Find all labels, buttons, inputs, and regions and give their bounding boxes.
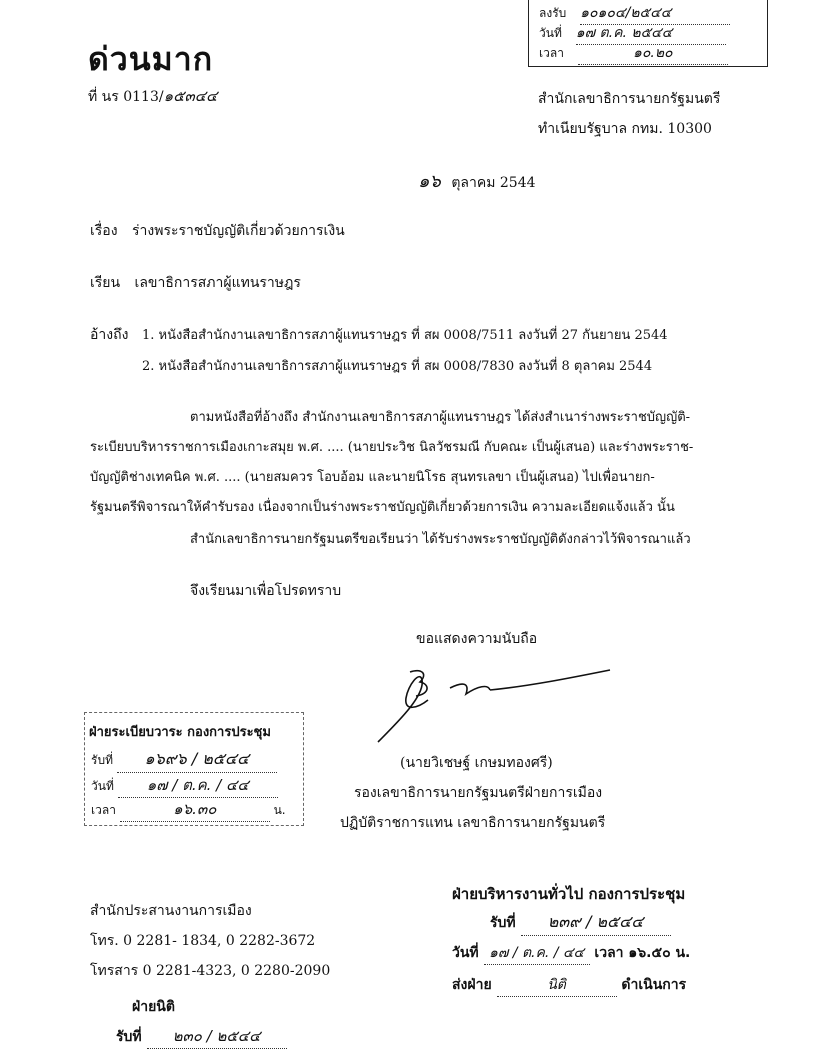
- salutation: ขอแสดงความนับถือ: [416, 631, 538, 647]
- stamp-value: ๑๐.๒๐: [578, 42, 728, 65]
- stamp-value: ๑๐๑๐๔/๒๕๔๔: [580, 2, 730, 25]
- stamp-suffix: เวลา ๑๖.๕๐ น.: [594, 945, 691, 961]
- stamp-line: [91, 747, 277, 773]
- addressee-text: เลขาธิการสภาผู้แทนราษฎร: [134, 275, 301, 291]
- stamp-suffix: ดำเนินการ: [621, 977, 687, 993]
- receipt-stamp-top: [528, 0, 768, 67]
- stamp-label: วันที่: [539, 26, 562, 40]
- stamp-label: เวลา: [91, 803, 116, 817]
- reference-item: 1. หนังสือสำนักงานเลขาธิการสภาผู้แทนราษฎร ที่ สผ 0008/7511 ลงวันที่ 27 กันยายน 2544: [142, 328, 668, 343]
- signer-title: รองเลขาธิการนายกรัฐมนตรีฝ่ายการเมือง: [354, 785, 603, 801]
- stamp-label: ลงรับ: [539, 6, 567, 20]
- signature: [370, 660, 620, 750]
- stamp-header: ฝ่ายระเบียบวาระ กองการประชุม: [89, 725, 271, 740]
- subject-text: ร่างพระราชบัญญัติเกี่ยวด้วยการเงิน: [132, 223, 345, 239]
- body-line: รัฐมนตรีพิจารณาให้คำรับรอง เนื่องจากเป็นร่างพระราชบัญญัติเกี่ยวด้วยการเงิน ความละเอียดแจ้งแล้ว นั้น: [90, 500, 675, 515]
- signer-acting: ปฏิบัติราชการแทน เลขาธิการนายกรัฐมนตรี: [340, 815, 606, 831]
- stamp-value: ๑๗ / ต.ค. / ๔๔: [484, 942, 590, 965]
- stamp-value: นิติ: [497, 974, 617, 997]
- date-day: ๑๖: [418, 171, 441, 192]
- subject-line: [90, 220, 345, 242]
- body-line: ระเบียบบริหารราชการเมืองเกาะสมุย พ.ศ. .... (นายประวิช นิลวัชรมณี กับคณะ เป็นผู้เสนอ) และร่างพระราช-: [90, 440, 694, 455]
- stamp-line: [452, 942, 690, 965]
- contact-tel: โทร. 0 2281- 1834, 0 2282-3672: [90, 933, 316, 949]
- stamp-line: [116, 1024, 287, 1049]
- legal-receipt-stamp: [112, 994, 312, 1057]
- reference-number: ๑๕๓๔๔: [163, 87, 218, 105]
- stamp-value: ๑๖๙๖ / ๒๕๔๔: [117, 747, 277, 773]
- document-date: [418, 166, 536, 195]
- stamp-header: ฝ่ายนิติ: [132, 999, 175, 1015]
- stamp-line: [452, 974, 686, 997]
- stamp-label: วันที่: [452, 945, 479, 961]
- stamp-value: ๒๓๙ / ๒๕๔๔: [521, 910, 671, 936]
- stamp-label: รับที่: [116, 1029, 142, 1045]
- stamp-header: ฝ่ายบริหารงานทั่วไป กองการประชุม: [452, 885, 686, 903]
- sender-office: สำนักเลขาธิการนายกรัฐมนตรี: [538, 91, 721, 107]
- urgency-stamp: ด่วนมาก: [88, 40, 214, 78]
- stamp-label: ส่งฝ่าย: [452, 977, 492, 993]
- reference-prefix: ที่ นร 0113/: [88, 89, 164, 105]
- document-reference: [88, 84, 217, 108]
- body-line: บัญญัติช่างเทคนิค พ.ศ. .... (นายสมควร โอบอ้อม และนายนิโรธ สุนทรเลขา เป็นผู้เสนอ) ไปเพื่อนายก-: [90, 470, 655, 485]
- stamp-label: รับที่: [490, 915, 516, 931]
- stamp-value: ๑๗ / ต.ค. / ๔๔: [118, 773, 278, 798]
- closing-request: จึงเรียนมาเพื่อโปรดทราบ: [190, 583, 342, 599]
- addressee-label: เรียน: [90, 275, 121, 291]
- sender-address: ทำเนียบรัฐบาล กทม. 10300: [538, 121, 712, 137]
- stamp-value: ๒๓๐ / ๒๕๔๔: [147, 1024, 287, 1049]
- reference-item: 2. หนังสือสำนักงานเลขาธิการสภาผู้แทนราษฎร ที่ สผ 0008/7830 ลงวันที่ 8 ตุลาคม 2544: [142, 359, 653, 374]
- body-line: ตามหนังสือที่อ้างถึง สำนักงานเลขาธิการสภาผู้แทนราษฎร ได้ส่งสำเนาร่างพระราชบัญญัติ-: [190, 410, 691, 425]
- body-line: สำนักเลขาธิการนายกรัฐมนตรีขอเรียนว่า ได้รับร่างพระราชบัญญัติดังกล่าวไว้พิจารณาแล้ว: [190, 532, 691, 547]
- stamp-value: ๑๗ ต.ค. ๒๕๔๔: [576, 22, 726, 45]
- stamp-label: วันที่: [91, 779, 114, 793]
- stamp-line: [91, 773, 278, 798]
- addressee-line: [90, 272, 301, 294]
- contact-office: สำนักประสานงานการเมือง: [90, 903, 252, 919]
- agenda-receipt-stamp: [84, 712, 304, 826]
- references-label: อ้างถึง: [90, 327, 129, 343]
- contact-fax: โทรสาร 0 2281-4323, 0 2280-2090: [90, 963, 331, 979]
- signer-name: (นายวิเชษฐ์ เกษมทองศรี): [400, 755, 553, 771]
- subject-label: เรื่อง: [90, 223, 118, 239]
- stamp-suffix: น.: [273, 803, 286, 817]
- meeting-receipt-stamp: [448, 880, 728, 1000]
- date-month-year: ตุลาคม 2544: [451, 175, 536, 191]
- stamp-label: รับที่: [91, 753, 113, 767]
- stamp-value: ๑๖.๓๐: [120, 797, 270, 822]
- stamp-line: [91, 797, 286, 822]
- stamp-line: [539, 42, 728, 65]
- stamp-label: เวลา: [539, 46, 564, 60]
- stamp-line: [490, 910, 671, 936]
